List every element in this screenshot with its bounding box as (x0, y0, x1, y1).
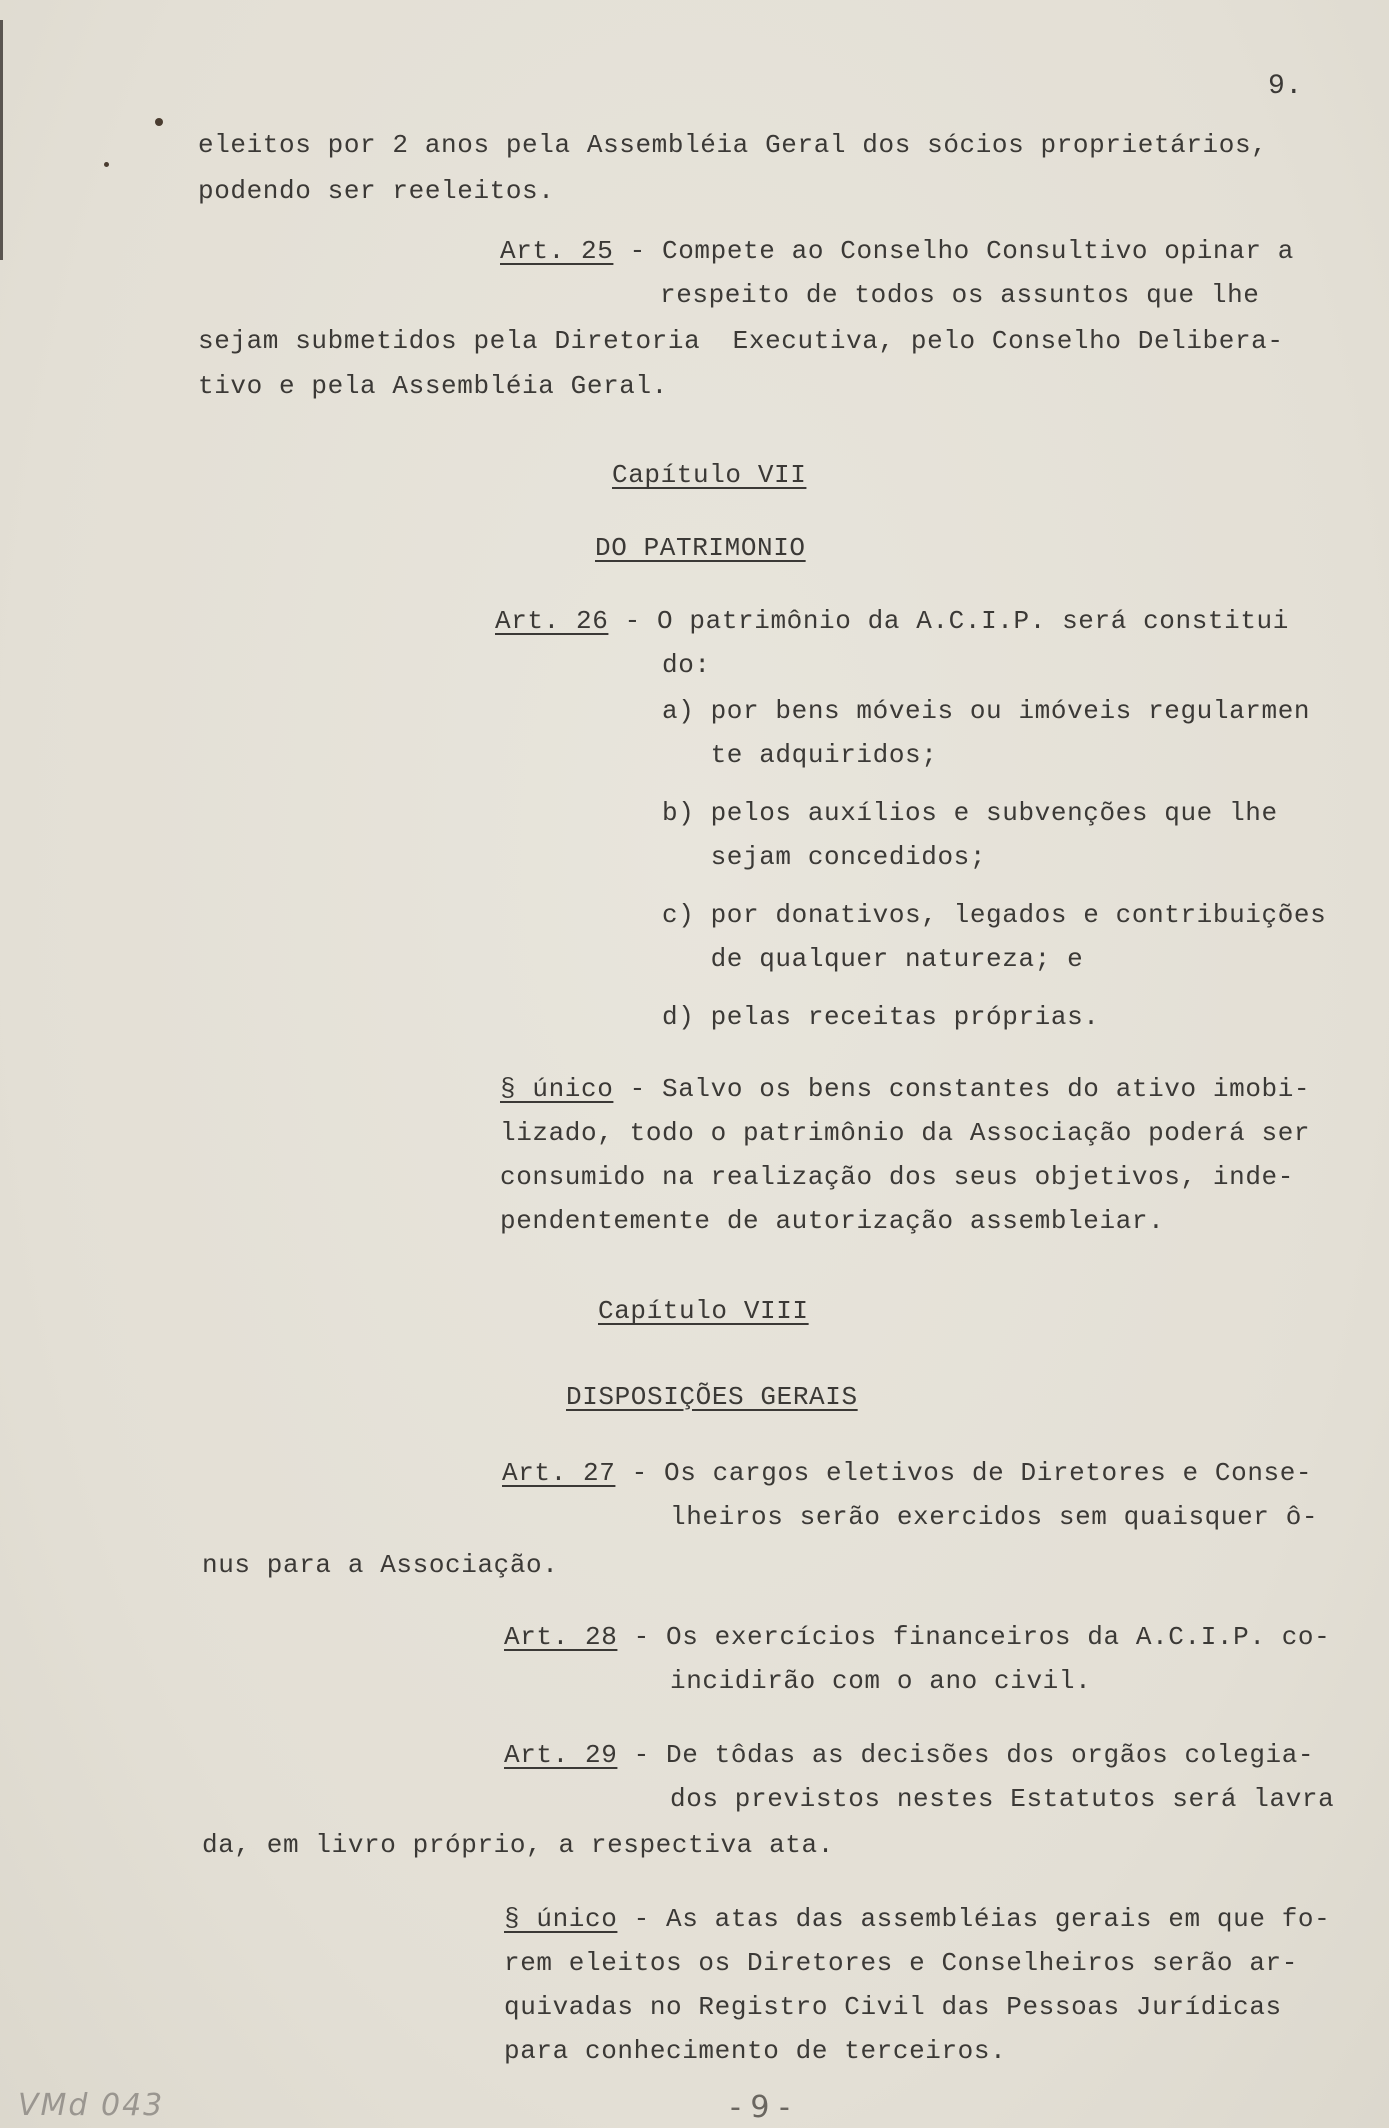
article-25 (500, 236, 1294, 266)
text-line: consumido na realização dos seus objetivos, inde- (500, 1162, 1294, 1192)
text-line: - De tôdas as decisões dos orgãos colegia- (617, 1740, 1315, 1770)
ink-spot (104, 162, 109, 167)
text-line: pendentemente de autorização assembleiar. (500, 1206, 1165, 1236)
text-line: da, em livro próprio, a respectiva ata. (202, 1830, 834, 1860)
text-line: - Os exercícios financeiros da A.C.I.P. co- (617, 1622, 1331, 1652)
chapter-subtitle-text: DISPOSIÇÕES GERAIS (566, 1382, 858, 1412)
page-number-bottom: - 9 - (730, 2090, 790, 2125)
list-item-b: b) pelos auxílios e subvenções que lhe (662, 798, 1278, 828)
article-label: Art. 29 (504, 1740, 618, 1770)
text-line: respeito de todos os assuntos que lhe (660, 280, 1260, 310)
text-line: - Salvo os bens constantes do ativo imobi- (613, 1074, 1311, 1104)
paragraph-unico (500, 1074, 1310, 1104)
chapter-subtitle (595, 533, 806, 563)
article-26 (495, 606, 1289, 636)
text-line: eleitos por 2 anos pela Assembléia Geral dos sócios proprietários, (198, 130, 1268, 160)
text-line: nus para a Associação. (202, 1550, 559, 1580)
chapter-subtitle (566, 1382, 858, 1412)
text-line: podendo ser reeleitos. (198, 176, 555, 206)
chapter-title-text: Capítulo VIII (598, 1296, 809, 1326)
list-item-c-cont: de qualquer natureza; e (662, 944, 1084, 974)
article-label: Art. 25 (500, 236, 614, 266)
paragraph-unico (504, 1904, 1330, 1934)
paragraph-label: § único (500, 1074, 614, 1104)
text-line: dos previstos nestes Estatutos será lavra (670, 1784, 1335, 1814)
chapter-title-text: Capítulo VII (612, 460, 807, 490)
text-line: - Compete ao Conselho Consultivo opinar a (613, 236, 1294, 266)
page-number-top: 9. (1268, 71, 1303, 102)
article-label: Art. 28 (504, 1622, 618, 1652)
text-line: incidirão com o ano civil. (670, 1666, 1092, 1696)
text-line: lizado, todo o patrimônio da Associação poderá ser (500, 1118, 1311, 1148)
ink-spot (155, 118, 163, 126)
text-line: - Os cargos eletivos de Diretores e Conse- (615, 1458, 1313, 1488)
text-line: do: (662, 650, 711, 680)
text-line: quivadas no Registro Civil das Pessoas Jurídicas (504, 1992, 1282, 2022)
article-label: Art. 26 (495, 606, 609, 636)
chapter-subtitle-text: DO PATRIMONIO (595, 533, 806, 563)
list-item-a: a) por bens móveis ou imóveis regularmen (662, 696, 1311, 726)
text-line: rem eleitos os Diretores e Conselheiros serão ar- (504, 1948, 1298, 1978)
list-item-a-cont: te adquiridos; (662, 740, 938, 770)
list-item-d: d) pelas receitas próprias. (662, 1002, 1100, 1032)
text-line: para conhecimento de terceiros. (504, 2036, 1007, 2066)
article-27 (502, 1458, 1312, 1488)
text-line: - As atas das assembléias gerais em que fo- (617, 1904, 1331, 1934)
article-29 (504, 1740, 1314, 1770)
page-edge-shadow (0, 20, 3, 260)
chapter-title (612, 460, 806, 490)
text-line: sejam submetidos pela Diretoria Executiva, pelo Conselho Delibera- (198, 326, 1284, 356)
archive-code-handwritten: VMd 043 (18, 2088, 165, 2123)
chapter-title (598, 1296, 809, 1326)
article-label: Art. 27 (502, 1458, 616, 1488)
list-item-c: c) por donativos, legados e contribuições (662, 900, 1327, 930)
list-item-b-cont: sejam concedidos; (662, 842, 987, 872)
text-line: - O patrimônio da A.C.I.P. será constitui (608, 606, 1289, 636)
paragraph-label: § único (504, 1904, 618, 1934)
text-line: lheiros serão exercidos sem quaisquer ô- (670, 1502, 1319, 1532)
text-line: tivo e pela Assembléia Geral. (198, 371, 668, 401)
article-28 (504, 1622, 1330, 1652)
